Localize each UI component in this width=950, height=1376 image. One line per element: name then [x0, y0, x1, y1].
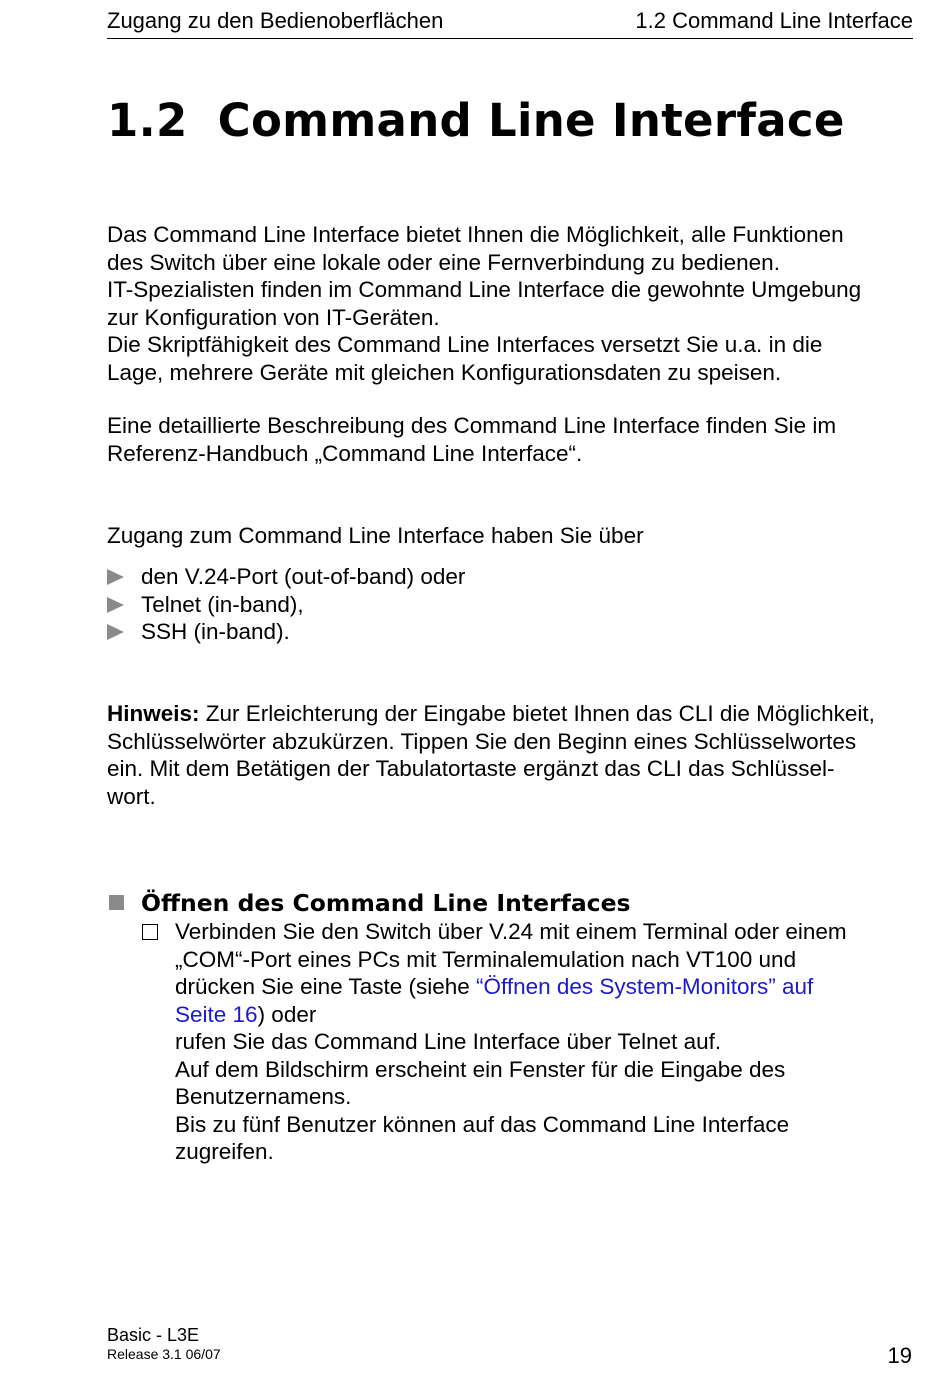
text-line: Die Skriptfähigkeit des Command Line Interfaces versetzt Sie u.a. in die — [107, 332, 823, 357]
text-line: Schlüsselwörter abzukürzen. Tippen Sie den Beginn eines Schlüsselwortes — [107, 728, 857, 754]
footer-product: Basic - L3E — [107, 1325, 200, 1345]
checkbox-icon — [142, 924, 158, 940]
section-title: Command Line Interface — [217, 94, 845, 147]
list-item — [107, 618, 465, 646]
list-item-text: SSH (in-band). — [141, 619, 290, 644]
text-line: Eine detaillierte Beschreibung des Command Line Interface finden Sie im — [107, 413, 837, 438]
list-item — [107, 591, 465, 619]
text-line: Benutzernamens. — [175, 1084, 352, 1109]
section-number: 1.2 — [107, 94, 188, 147]
procedure-step — [107, 918, 913, 1166]
text-line: Verbinden Sie den Switch über V.24 mit einem Terminal oder einem — [175, 919, 847, 944]
text-line — [175, 1001, 913, 1029]
page-number: 19 — [887, 1343, 912, 1368]
header-chapter: Zugang zu den Bedienoberflächen — [107, 8, 444, 33]
text-line: zugreifen. — [175, 1139, 274, 1164]
page-header — [107, 8, 913, 39]
step-text: ) oder — [257, 1001, 317, 1027]
triangle-bullet-icon — [107, 597, 124, 613]
cross-reference-link[interactable]: “Öffnen des System-Monitors” auf — [476, 974, 814, 999]
list-item-text: den V.24-Port (out-of-band) oder — [141, 564, 466, 589]
intro-paragraph — [107, 221, 913, 386]
text-line: Auf dem Bildschirm erscheint ein Fenster für die Eingabe des — [175, 1056, 786, 1082]
text-line — [175, 973, 913, 1001]
access-intro — [107, 522, 913, 550]
note-text: Zur Erleichterung der Eingabe bietet Ihnen das CLI die Möglichkeit, — [199, 701, 875, 726]
note-box — [107, 700, 913, 810]
text-line: des Switch über eine lokale oder eine Fernverbindung zu bedienen. — [107, 249, 780, 275]
note-label: Hinweis: — [107, 701, 200, 726]
text-line: Bis zu fünf Benutzer können auf das Command Line Interface — [175, 1111, 790, 1137]
text-line: wort. — [107, 783, 156, 809]
square-bullet-icon — [109, 895, 124, 910]
text-line: Lage, mehrere Geräte mit gleichen Konfigurationsdaten zu speisen. — [107, 359, 782, 385]
procedure-heading-text: Öffnen des Command Line Interfaces — [141, 889, 631, 917]
text-line: „COM“-Port eines PCs mit Terminalemulation nach VT100 und — [175, 946, 797, 972]
text-line: rufen Sie das Command Line Interface über Telnet auf. — [175, 1029, 722, 1054]
text-line — [107, 700, 913, 728]
triangle-bullet-icon — [107, 624, 124, 640]
text-line: Das Command Line Interface bietet Ihnen die Möglichkeit, alle Funktionen — [107, 222, 844, 247]
procedure-section — [107, 888, 913, 1166]
footer-release: Release 3.1 06/07 — [107, 1346, 221, 1362]
page-reference-link[interactable]: Seite 16 — [175, 1001, 258, 1027]
page-title — [107, 94, 845, 147]
text-line: Zugang zum Command Line Interface haben Sie über — [107, 523, 644, 548]
procedure-heading — [107, 888, 913, 918]
header-section: 1.2 Command Line Interface — [635, 8, 913, 33]
text-line: IT-Spezialisten finden im Command Line Interface die gewohnte Umgebung — [107, 277, 862, 302]
text-line: zur Konfiguration von IT-Geräten. — [107, 304, 440, 330]
step-text: drücken Sie eine Taste (siehe — [175, 974, 477, 999]
page-footer — [107, 1325, 221, 1362]
list-item-text: Telnet (in-band), — [141, 591, 304, 617]
list-item — [107, 563, 465, 591]
text-line: ein. Mit dem Betätigen der Tabulatortaste ergänzt das CLI das Schlüssel- — [107, 756, 835, 781]
reference-paragraph — [107, 412, 913, 467]
text-line: Referenz-Handbuch „Command Line Interface“. — [107, 440, 583, 466]
access-list — [107, 563, 465, 646]
triangle-bullet-icon — [107, 569, 124, 585]
